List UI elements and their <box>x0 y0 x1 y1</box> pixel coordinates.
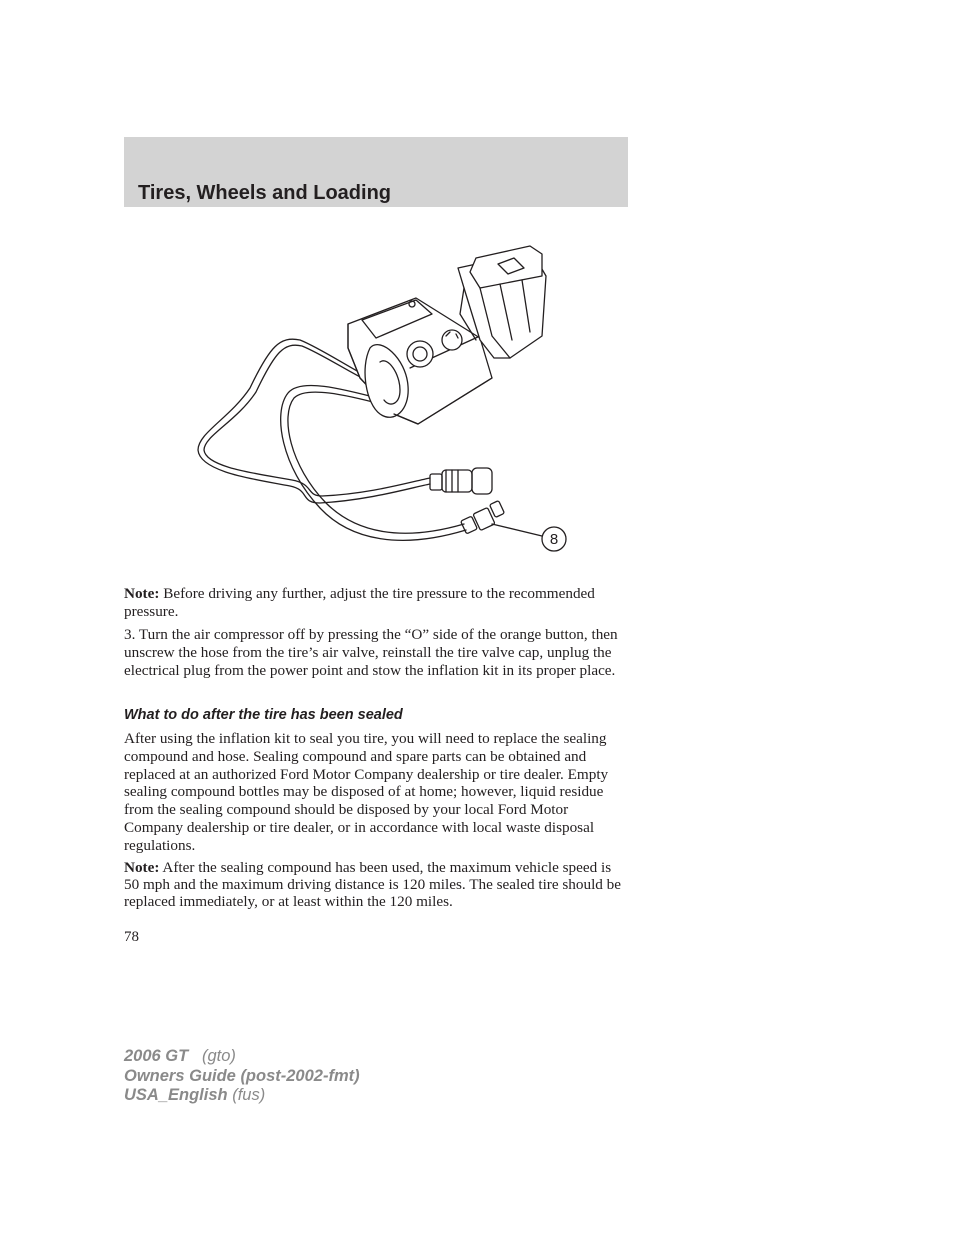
compressor-unit <box>348 298 492 424</box>
note-adjust-pressure <box>124 585 630 621</box>
section-header-band <box>124 137 628 207</box>
callout-number: 8 <box>549 531 559 548</box>
footer-model-code: (gto) <box>201 1047 236 1065</box>
footer-language-line <box>124 1086 360 1106</box>
subheading-after-sealing: What to do after the tire has been sealed <box>124 707 403 723</box>
note-text: After the sealing compound has been used, the maximum vehicle speed is 50 mph and the maximum driving distance is 120 miles. The sealed tire should be replaced immediately, or at least within the 120 miles. <box>124 859 622 910</box>
page-number: 78 <box>124 929 139 945</box>
section-title: Tires, Wheels and Loading <box>138 182 392 204</box>
power-plug <box>430 468 492 494</box>
footer-language-code: (fus) <box>232 1086 266 1104</box>
note-text: Before driving any further, adjust the tire pressure to the recommended pressure. <box>124 585 595 620</box>
after-sealing-paragraph: After using the inflation kit to seal you tire, you will need to replace the sealing compound and hose. Sealing compound and spare parts can be obtained and replaced at an authorized Ford Motor Company dealership or tire dealer. Empty sealing compound bottles may be disposed of at home; however, liquid residue from the sealing compound should be disposed by your local Ford Motor Company dealership or tire dealer, or in accordance with local waste disposal regulations. <box>124 730 609 854</box>
footer-guide: Owners Guide (post-2002-fmt) <box>124 1066 360 1085</box>
document-footer <box>124 1047 360 1106</box>
inflation-kit-illustration <box>180 228 590 568</box>
footer-model: 2006 GT <box>124 1047 189 1065</box>
footer-language: USA_English <box>124 1086 228 1104</box>
note-label: Note: <box>124 585 160 602</box>
callout-leader <box>492 524 542 536</box>
note-label: Note: <box>124 859 160 876</box>
footer-model-line <box>124 1047 360 1067</box>
note-speed-limit <box>124 859 630 910</box>
step-3-paragraph: 3. Turn the air compressor off by pressing the “O” side of the orange button, then unscrew the hose from the tire’s air valve, reinstall the tire valve cap, unplug the electrical plug from the power point and stow the inflation kit in its proper place. <box>124 626 618 679</box>
